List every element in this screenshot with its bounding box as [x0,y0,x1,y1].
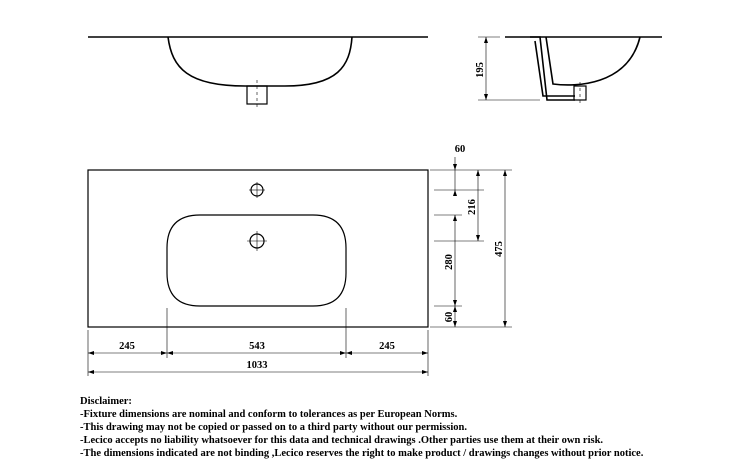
disclaimer [80,395,740,460]
disclaimer-line: -Lecico accepts no liability whatsoever for this data and technical drawings .Other parties use them at their own risk. [80,435,604,446]
front-elevation [88,37,428,108]
disclaimer-title: Disclaimer: [80,396,132,407]
dim-total-depth-475: 475 [494,241,505,257]
dim-rim-front-60: 60 [454,144,466,155]
plan-depth-dimensions [430,144,512,327]
dim-bowl-width-543: 543 [249,341,265,352]
side-elevation [475,37,662,104]
plan-bowl [167,215,346,306]
side-elevation-back-wall [530,37,575,100]
dim-side-right-245: 245 [379,341,395,352]
disclaimer-line: -This drawing may not be copied or passed on to a third party without our permission. [80,422,467,433]
dim-height-195: 195 [475,62,486,78]
plan-view [88,170,428,327]
disclaimer-line: -The dimensions indicated are not binding ,Lecico reserves the right to make product / drawings changes without prior notice. [80,448,644,459]
dim-tap-offset-216: 216 [467,199,478,215]
front-elevation-bowl [168,37,352,86]
disclaimer-line: -Fixture dimensions are nominal and conform to tolerances as per European Norms. [80,409,458,420]
dim-rim-back-60: 60 [444,311,455,323]
side-elevation-bowl [546,37,640,85]
plan-width-dimensions [88,308,428,376]
dim-total-width-1033: 1033 [246,360,268,371]
dim-bowl-depth-280: 280 [444,254,455,270]
dim-side-left-245: 245 [119,341,135,352]
